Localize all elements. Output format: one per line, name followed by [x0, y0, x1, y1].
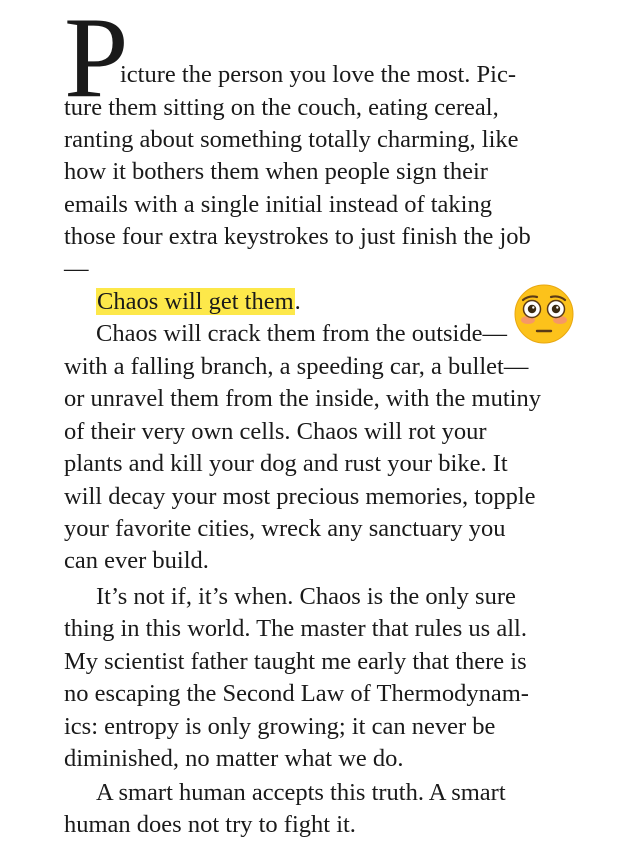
text-line: no escaping the Second Law of Thermodynam-: [64, 680, 529, 707]
text-line: those four extra keystrokes to just finish the job: [64, 223, 531, 250]
text-line: A smart human accepts this truth. A smart: [96, 779, 506, 806]
text-line: ics: entropy is only growing; it can never be: [64, 713, 496, 740]
text-line: —: [64, 255, 89, 282]
highlighted-sentence[interactable]: [96, 286, 301, 318]
text-line: ture them sitting on the couch, eating cereal,: [64, 94, 499, 121]
text-line: diminished, no matter what we do.: [64, 745, 404, 772]
text-line: can ever build.: [64, 547, 209, 574]
text-line: your favorite cities, wreck any sanctuary you: [64, 515, 506, 542]
text-line: thing in this world. The master that rules us all.: [64, 615, 527, 642]
text-line: or unravel them from the inside, with the mutiny: [64, 385, 541, 412]
text-line: Chaos will crack them from the outside—: [96, 320, 507, 347]
text-line: human does not try to fight it.: [64, 811, 356, 838]
drop-cap: P: [64, 0, 129, 122]
text-line: ranting about something totally charming, like: [64, 126, 519, 153]
text-highlight[interactable]: Chaos will get them: [97, 288, 294, 315]
flushed-face-emoji-icon[interactable]: [513, 283, 575, 345]
text-line: of their very own cells. Chaos will rot your: [64, 418, 487, 445]
text-line: icture the person you love the most. Pic-: [120, 61, 516, 88]
text-line: plants and kill your dog and rust your bike. It: [64, 450, 508, 477]
text-line: how it bothers them when people sign their: [64, 158, 488, 185]
highlight-period: .: [294, 288, 301, 315]
text-line: emails with a single initial instead of taking: [64, 191, 492, 218]
text-line: will decay your most precious memories, topple: [64, 483, 536, 510]
text-line: My scientist father taught me early that there is: [64, 648, 527, 675]
text-line: with a falling branch, a speeding car, a bullet—: [64, 353, 529, 380]
text-line: It’s not if, it’s when. Chaos is the only sure: [96, 583, 516, 610]
